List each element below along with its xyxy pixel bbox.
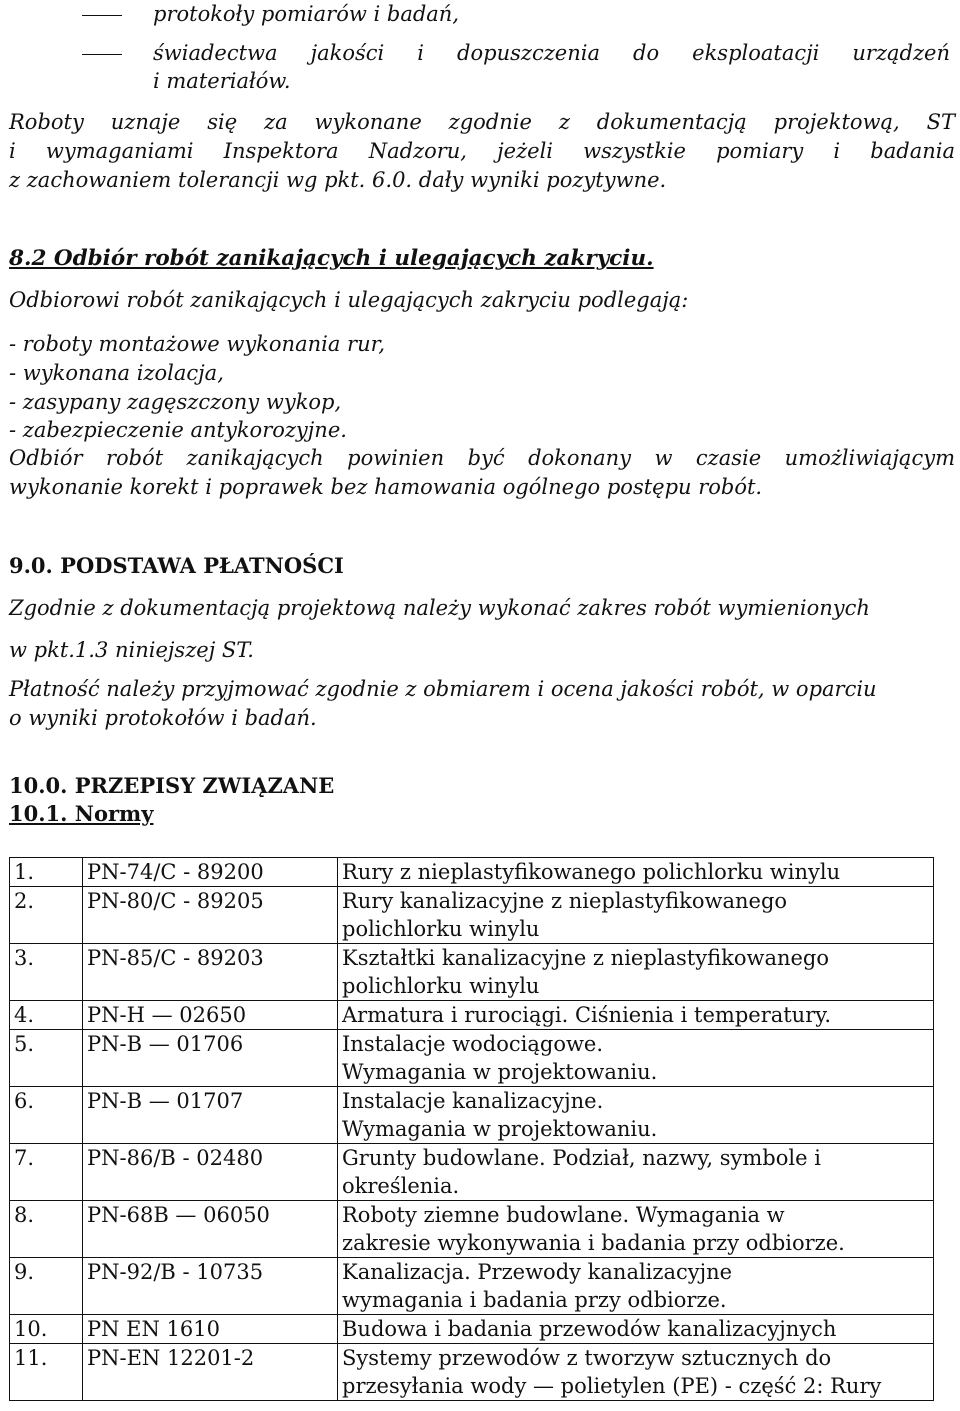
norm-title [338, 1087, 934, 1144]
norm-title-line: polichlorku winylu [342, 917, 540, 941]
norm-code: PN-EN 12201-2 [83, 1344, 338, 1401]
dash-bullet [82, 54, 122, 55]
norm-number: 8. [10, 1201, 83, 1258]
norm-title [338, 944, 934, 1001]
list-item-continuation: i materiałów. [153, 69, 291, 93]
dash-bullet [82, 15, 122, 16]
norm-title-line: Systemy przewodów z tworzyw sztucznych do [342, 1346, 832, 1370]
table-row [10, 1087, 934, 1144]
norm-title-line: Instalacje wodociągowe. [342, 1032, 604, 1056]
norm-title-line: polichlorku winylu [342, 974, 540, 998]
norm-title [338, 1030, 934, 1087]
section-intro: Odbiorowi robót zanikających i ulegających zakryciu podlegają: [9, 288, 689, 312]
table-row [10, 858, 934, 887]
paragraph-line: Odbiór robót zanikających powinien być dokonany w czasie umożliwiającym [9, 446, 955, 470]
paragraph-line: Płatność należy przyjmować zgodnie z obmiarem i ocena jakości robót, w oparciu [9, 677, 877, 701]
norm-code: PN-B — 01707 [83, 1087, 338, 1144]
norm-title-line: Kanalizacja. Przewody kanalizacyjne [342, 1260, 733, 1284]
norm-title-line: Roboty ziemne budowlane. Wymagania w [342, 1203, 785, 1227]
norm-title-line: zakresie wykonywania i badania przy odbiorze. [342, 1231, 845, 1255]
norms-table [9, 857, 934, 1401]
table-row [10, 1258, 934, 1315]
norm-code: PN EN 1610 [83, 1315, 338, 1344]
norm-title-line: Rury kanalizacyjne z nieplastyfikowanego [342, 889, 788, 913]
norm-code: PN-92/B - 10735 [83, 1258, 338, 1315]
table-row [10, 1201, 934, 1258]
norm-title [338, 858, 934, 887]
norm-code: PN-B — 01706 [83, 1030, 338, 1087]
table-row [10, 944, 934, 1001]
norm-title-line: przesyłania wody — polietylen (PE) - część 2: Rury [342, 1374, 882, 1398]
list-item: - wykonana izolacja, [9, 361, 224, 385]
norm-title-line: określenia. [342, 1174, 460, 1198]
norm-title-line: Grunty budowlane. Podział, nazwy, symbole i [342, 1146, 821, 1170]
norm-code: PN-86/B - 02480 [83, 1144, 338, 1201]
norm-title-line: Budowa i badania przewodów kanalizacyjnych [342, 1317, 837, 1341]
norm-number: 5. [10, 1030, 83, 1087]
list-item: - roboty montażowe wykonania rur, [9, 332, 386, 356]
norm-number: 11. [10, 1344, 83, 1401]
norm-title [338, 887, 934, 944]
paragraph-line: wykonanie korekt i poprawek bez hamowania ogólnego postępu robót. [9, 475, 763, 499]
norm-title-line: Wymagania w projektowaniu. [342, 1117, 658, 1141]
table-row [10, 1315, 934, 1344]
table-row [10, 1144, 934, 1201]
subsection-heading-10-1: 10.1. Normy [9, 801, 154, 826]
norm-number: 6. [10, 1087, 83, 1144]
section-heading-8-2: 8.2 Odbiór robót zanikających i ulegających zakryciu. [9, 246, 654, 271]
norm-code: PN-80/C - 89205 [83, 887, 338, 944]
norm-code: PN-74/C - 89200 [83, 858, 338, 887]
table-row [10, 1001, 934, 1030]
norm-title-line: Rury z nieplastyfikowanego polichlorku winylu [342, 860, 841, 884]
norm-number: 10. [10, 1315, 83, 1344]
list-item: świadectwa jakości i dopuszczenia do eksploatacji urządzeń [153, 41, 950, 65]
table-row [10, 1030, 934, 1087]
paragraph-line: w pkt.1.3 niniejszej ST. [9, 638, 254, 662]
norm-number: 1. [10, 858, 83, 887]
norm-code: PN-85/C - 89203 [83, 944, 338, 1001]
norm-title [338, 1201, 934, 1258]
paragraph-line: Zgodnie z dokumentacją projektową należy wykonać zakres robót wymienionych [9, 596, 870, 620]
norm-title [338, 1258, 934, 1315]
norm-number: 4. [10, 1001, 83, 1030]
norm-title-line: Armatura i rurociągi. Ciśnienia i temperatury. [342, 1003, 831, 1027]
norm-title [338, 1315, 934, 1344]
norm-title-line: Kształtki kanalizacyjne z nieplastyfikowanego [342, 946, 829, 970]
norm-title [338, 1001, 934, 1030]
norm-title-line: wymagania i badania przy odbiorze. [342, 1288, 727, 1312]
list-item: - zasypany zagęszczony wykop, [9, 390, 342, 414]
norm-title-line: Instalacje kanalizacyjne. [342, 1089, 604, 1113]
norm-number: 3. [10, 944, 83, 1001]
norm-title [338, 1144, 934, 1201]
norm-code: PN-68B — 06050 [83, 1201, 338, 1258]
list-item: - zabezpieczenie antykorozyjne. [9, 418, 347, 442]
section-heading-9: 9.0. PODSTAWA PŁATNOŚCI [9, 553, 344, 578]
list-item: protokoły pomiarów i badań, [153, 2, 460, 26]
table-row [10, 887, 934, 944]
paragraph-line: z zachowaniem tolerancji wg pkt. 6.0. dały wyniki pozytywne. [9, 168, 667, 192]
paragraph-line: Roboty uznaje się za wykonane zgodnie z dokumentacją projektową, ST [9, 110, 955, 134]
norm-number: 2. [10, 887, 83, 944]
paragraph-line: o wyniki protokołów i badań. [9, 706, 317, 730]
paragraph-line: i wymaganiami Inspektora Nadzoru, jeżeli wszystkie pomiary i badania [9, 139, 955, 163]
norm-number: 9. [10, 1258, 83, 1315]
norm-title-line: Wymagania w projektowaniu. [342, 1060, 658, 1084]
norm-number: 7. [10, 1144, 83, 1201]
section-heading-10: 10.0. PRZEPISY ZWIĄZANE [9, 773, 335, 798]
norm-title [338, 1344, 934, 1401]
norm-code: PN-H — 02650 [83, 1001, 338, 1030]
table-row [10, 1344, 934, 1401]
